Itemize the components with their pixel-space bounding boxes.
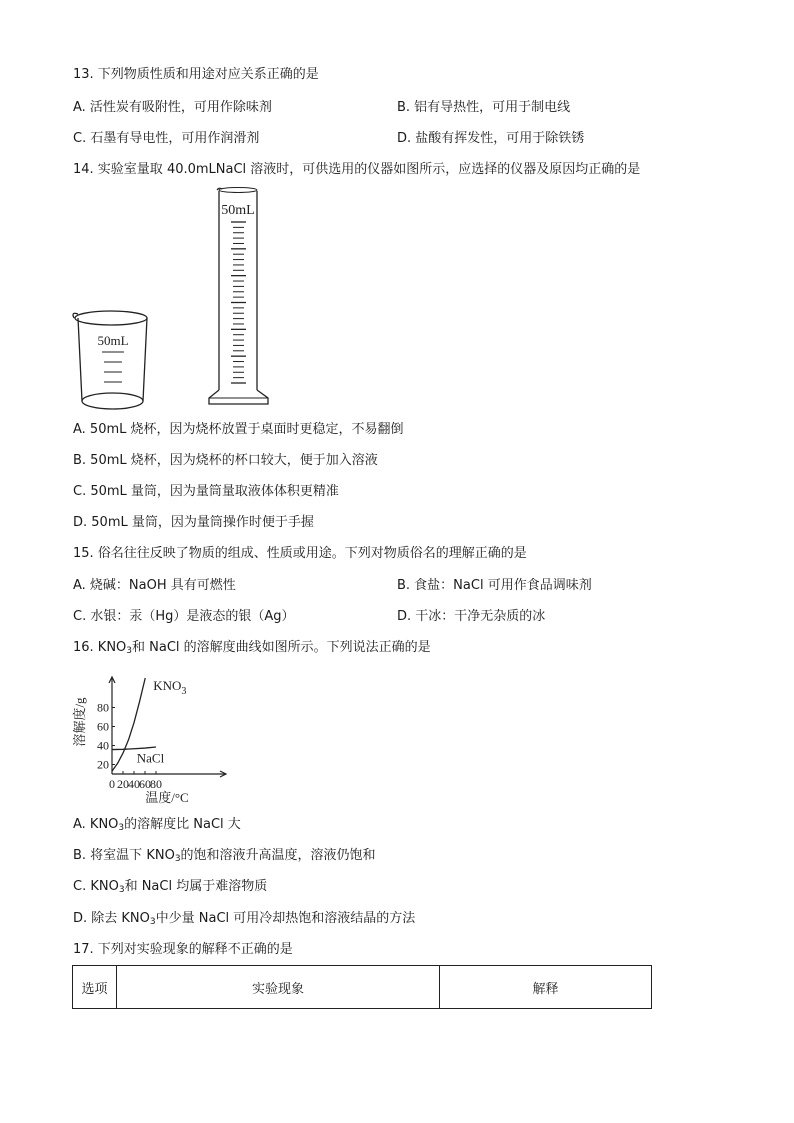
q14-stem: 14. 实验室量取 40.0mLNaCl 溶液时，可供选用的仪器如图所示，应选择的仪器及原因均正确的是	[73, 162, 641, 177]
q13-option-a: A. 活性炭有吸附性，可用作除味剂	[73, 100, 272, 115]
beaker-label: 50mL	[97, 333, 129, 348]
q13-option-d: D. 盐酸有挥发性，可用于除铁锈	[397, 131, 585, 146]
cylinder-figure	[205, 185, 275, 410]
q16-option-a: A. $KNO_3$的溶解度比 NaCl 大	[73, 817, 241, 833]
table-header-explanation: 解释	[440, 966, 652, 1009]
q13-option-b: B. 铝有导热性，可用于制电线	[397, 100, 571, 115]
cylinder-scale-marks	[231, 222, 246, 383]
chart-y-tick-label: 40	[97, 738, 109, 753]
chart-x-tick-label: 60	[139, 777, 151, 791]
q16-option-c: C. $KNO_3$和 NaCl 均属于难溶物质	[73, 879, 268, 895]
q15-option-c: C. 水银：汞（Hg）是液态的银（Ag）	[73, 609, 295, 624]
chart-y-tick-label: 80	[97, 700, 109, 715]
chart-series-labels	[137, 678, 187, 766]
chart-series-label-nacl: NaCl	[136, 750, 165, 766]
chart-x-tick-label: 80	[150, 777, 162, 791]
q14-option-d: D. 50mL 量筒，因为量筒操作时便于手握	[73, 515, 314, 530]
q15-stem: 15. 俗名往往反映了物质的组成、性质或用途。下列对物质俗名的理解正确的是	[73, 546, 527, 561]
chart-series-line-nacl	[112, 747, 156, 750]
q17-table	[72, 965, 652, 1009]
chart-x-tick-label: 0	[109, 777, 115, 791]
chart-series-label-kno3: $KNO_3$	[153, 678, 187, 697]
q15-option-a: A. 烧碱：NaOH 具有可燃性	[73, 578, 236, 593]
q16-stem: 16. $KNO_3$和 NaCl 的溶解度曲线如图所示。下列说法正确的是	[73, 640, 431, 656]
table-header-row	[73, 966, 652, 1009]
q13-stem: 13. 下列物质性质和用途对应关系正确的是	[73, 67, 319, 82]
chart-tick-labels	[97, 701, 162, 792]
chart-ylabel: 溶解度/g	[72, 697, 87, 747]
q15-option-d: D. 干冰：干净无杂质的冰	[397, 609, 546, 624]
table-header-option: 选项	[73, 966, 117, 1009]
chart-y-tick-label: 20	[97, 757, 109, 772]
q15-option-b: B. 食盐：NaCl 可用作食品调味剂	[397, 578, 592, 593]
beaker-figure	[70, 300, 155, 415]
q14-option-c: C. 50mL 量筒，因为量筒量取液体体积更精准	[73, 484, 339, 499]
chart-x-tick-label: 40	[128, 777, 140, 791]
chart-x-tick-label: 20	[117, 777, 129, 791]
q16-option-b: B. 将室温下 $KNO_3$的饱和溶液升高温度，溶液仍饱和	[73, 848, 376, 864]
q14-option-a: A. 50mL 烧杯，因为烧杯放置于桌面时更稳定，不易翻倒	[73, 422, 404, 437]
q16-option-d: D. 除去 $KNO_3$中少量 NaCl 可用冷却热饱和溶液结晶的方法	[73, 911, 416, 927]
q13-option-c: C. 石墨有导电性，可用作润滑剂	[73, 131, 260, 146]
solubility-chart	[70, 672, 230, 810]
chart-xlabel: 温度/°C	[145, 790, 189, 805]
table-header-phenomenon: 实验现象	[117, 966, 440, 1009]
q14-option-b: B. 50mL 烧杯，因为烧杯的杯口较大，便于加入溶液	[73, 453, 378, 468]
cylinder-label: 50mL	[221, 203, 255, 218]
q17-stem: 17. 下列对实验现象的解释不正确的是	[73, 942, 293, 957]
chart-y-tick-label: 60	[97, 719, 109, 734]
